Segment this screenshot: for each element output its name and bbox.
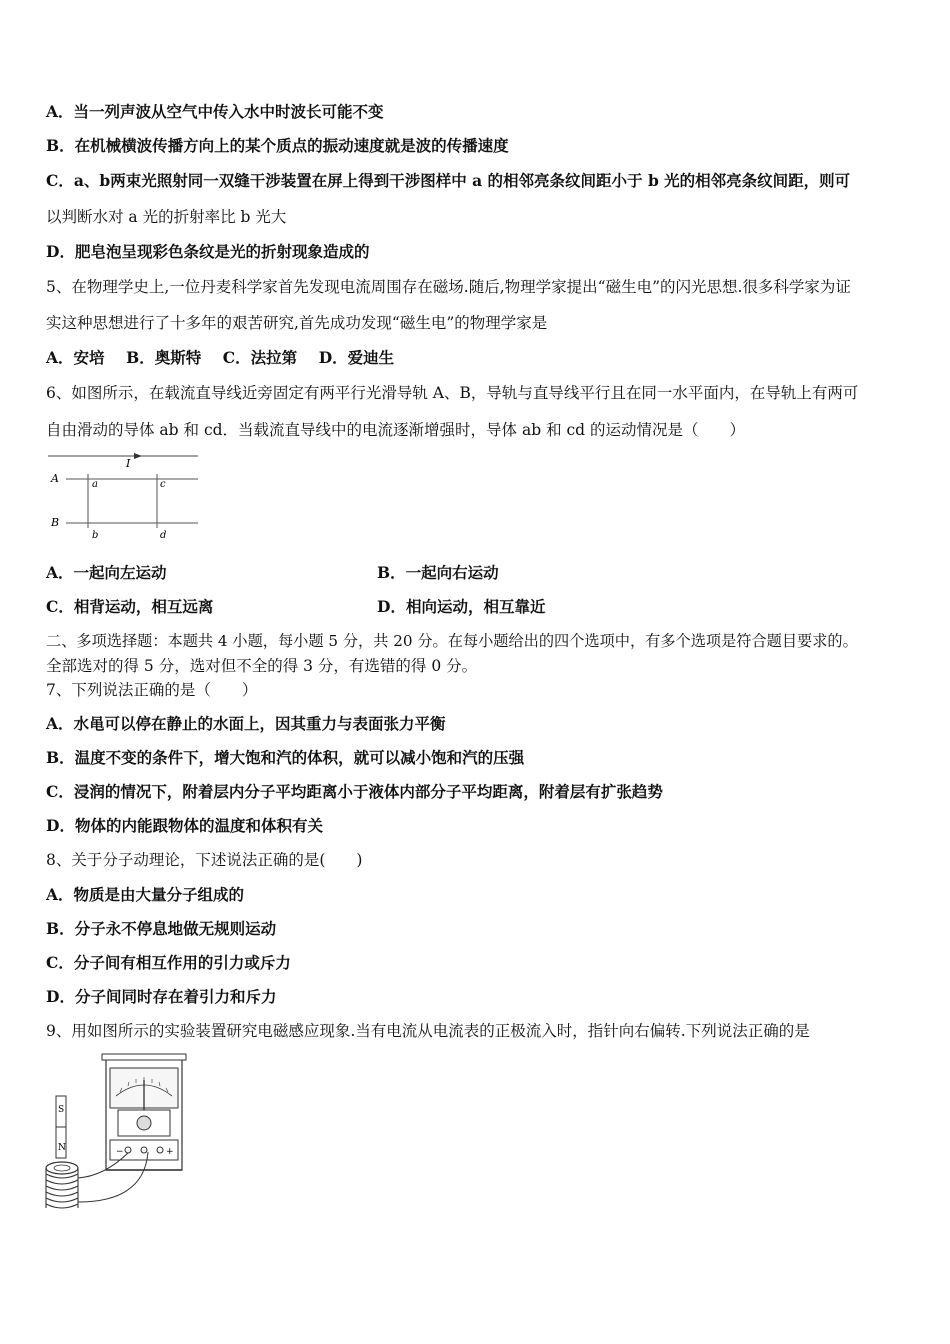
q7-stem: 7、下列说法正确的是（ ） [46, 681, 258, 699]
q6-option-a: A．一起向左运动 [46, 563, 167, 582]
point-b-label: b [92, 530, 99, 541]
plus-label: + [166, 1147, 174, 1157]
q7-option-d: D．物体的内能跟物体的温度和体积有关 [46, 816, 323, 835]
q6-stem-line1: 6、如图所示，在载流直导线近旁固定有两平行光滑导轨 A、B，导轨与直导线平行且在同一水平面内，在导轨上有两可 [46, 384, 859, 402]
q6-option-b: B．一起向右运动 [377, 563, 499, 582]
point-a-label: a [92, 479, 98, 490]
meter-coil-pivot [137, 1116, 151, 1130]
q5-options: A．安培 B．奥斯特 C．法拉第 D．爱迪生 [46, 348, 395, 367]
section2-heading-line1: 二、多项选择题：本题共 4 小题，每小题 5 分，共 20 分。在每小题给出的四个选项中，有多个选项是符合题目要求的。 [46, 632, 858, 650]
terminal-plus [157, 1147, 163, 1153]
q6-option-c: C．相背运动，相互远离 [46, 597, 214, 616]
terminal-middle [141, 1147, 147, 1153]
q4-option-a: A．当一列声波从空气中传入水中时波长可能不变 [46, 102, 384, 121]
q8-option-a: A．物质是由大量分子组成的 [46, 885, 245, 904]
q4-option-b: B．在机械横波传播方向上的某个质点的振动速度就是波的传播速度 [46, 136, 509, 155]
q5-stem-line1: 5、在物理学史上,一位丹麦科学家首先发现电流周围存在磁场.随后,物理学家提出“磁生电”的闪光思想.很多科学家为证 [46, 278, 851, 296]
q7-option-c: C．浸润的情况下，附着层内分子平均距离小于液体内部分子平均距离，附着层有扩张趋势 [46, 782, 663, 801]
q9-stem: 9、用如图所示的实验装置研究电磁感应现象.当有电流从电流表的正极流入时，指针向右偏转.下列说法正确的是 [46, 1022, 810, 1040]
minus-label: − [116, 1147, 124, 1157]
q7-option-a: A．水黾可以停在静止的水面上，因其重力与表面张力平衡 [46, 714, 446, 733]
q6-option-d: D．相向运动，相互靠近 [377, 597, 546, 616]
current-label: I [126, 457, 131, 470]
current-arrow-icon [134, 453, 142, 459]
rail-b-label: B [51, 516, 60, 529]
q8-stem: 8、关于分子动理论，下述说法正确的是( ) [46, 851, 363, 869]
q4-option-c-line2: 以判断水对 a 光的折射率比 b 光大 [46, 208, 287, 226]
section2-heading-line2: 全部选对的得 5 分，选对但不全的得 3 分，有选错的得 0 分。 [46, 657, 478, 675]
q6-stem-line2: 自由滑动的导体 ab 和 cd．当载流直导线中的电流逐渐增强时，导体 ab 和 cd 的运动情况是（ ） [46, 421, 746, 439]
galvanometer-top [102, 1054, 186, 1060]
q9-induction-figure [44, 1052, 189, 1218]
magnet-n-label: N [58, 1143, 66, 1153]
magnet-s-label: S [58, 1105, 65, 1115]
point-c-label: c [160, 479, 166, 490]
q5-stem-line2: 实这种思想进行了十多年的艰苦研究,首先成功发现“磁生电”的物理学家是 [46, 314, 548, 332]
q6-rail-figure [46, 452, 206, 544]
q7-option-b: B．温度不变的条件下，增大饱和汽的体积，就可以减小饱和汽的压强 [46, 748, 525, 767]
point-d-label: d [160, 530, 167, 541]
rail-a-label: A [51, 472, 59, 485]
q8-option-b: B．分子永不停息地做无规则运动 [46, 919, 277, 938]
terminal-minus [125, 1147, 131, 1153]
coil-top [46, 1162, 78, 1174]
q8-option-d: D．分子间同时存在着引力和斥力 [46, 987, 277, 1006]
q4-option-d: D．肥皂泡呈现彩色条纹是光的折射现象造成的 [46, 242, 370, 261]
q8-option-c: C．分子间有相互作用的引力或斥力 [46, 953, 291, 972]
q4-option-c-line1: C．a、b两束光照射同一双缝干涉装置在屏上得到干涉图样中 a 的相邻亮条纹间距小于 b 光的相邻亮条纹间距，则可 [46, 171, 851, 190]
